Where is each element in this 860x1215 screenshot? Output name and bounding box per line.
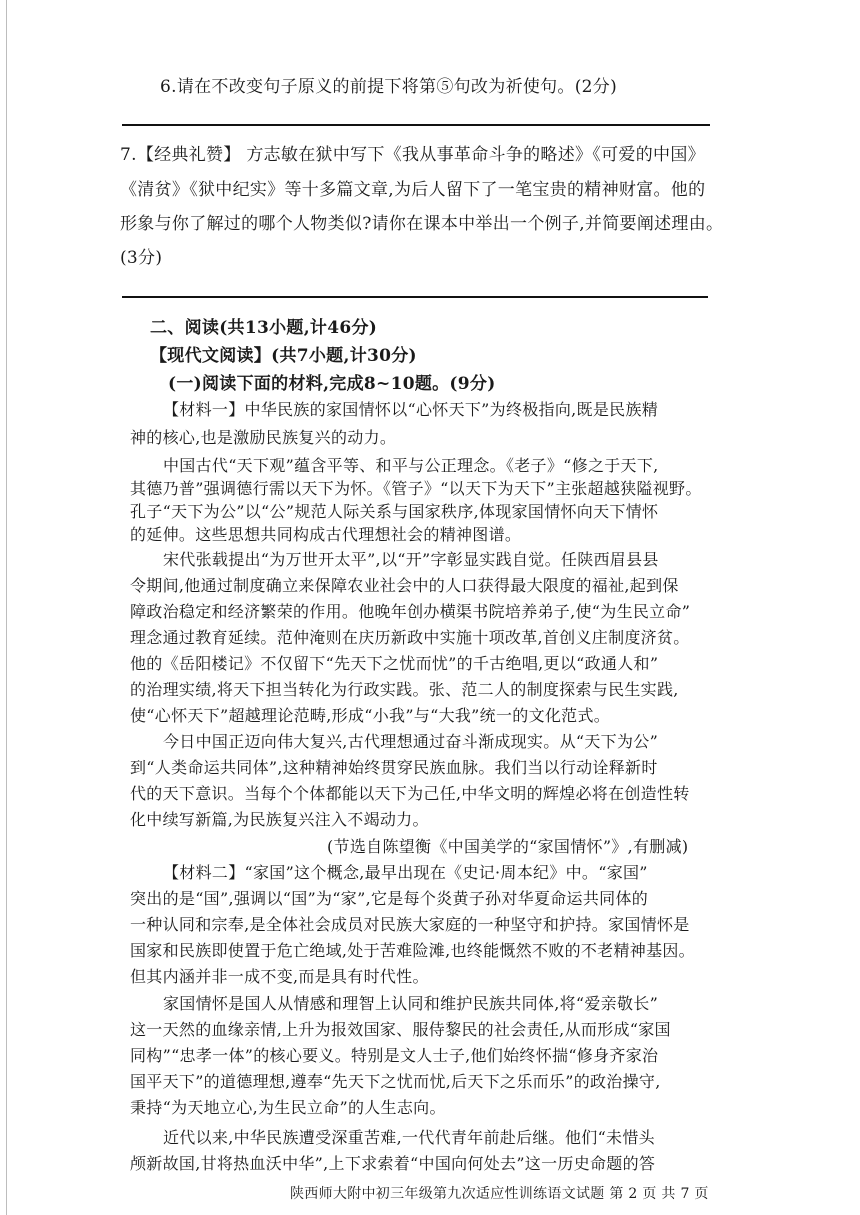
material1-line: 的延伸。这些思想共同构成古代理想社会的精神图谱。 bbox=[130, 525, 522, 544]
question-7-line-3: 形象与你了解过的哪个人物类似?请你在课本中举出一个例子,并简要阐述理由。 bbox=[120, 214, 724, 234]
material1-line: 中国古代“天下观”蕴含平等、和平与公正理念。《老子》“修之于天下, bbox=[163, 456, 659, 475]
material1-line: 孔子“天下为公”以“公”规范人际关系与国家秩序,体现家国情怀向天下情怀 bbox=[130, 502, 659, 521]
answer-line-q7 bbox=[122, 296, 708, 298]
question-7-line-2: 《清贫》《狱中纪实》等十多篇文章,为后人留下了一笔宝贵的精神财富。他的 bbox=[120, 180, 706, 200]
material1-line: 的治理实绩,将天下担当转化为行政实践。张、范二人的制度探索与民生实践, bbox=[130, 680, 679, 699]
material2-line: 但其内涵并非一成不变,而是具有时代性。 bbox=[130, 967, 429, 986]
material1-line: 化中续写新篇,为民族复兴注入不竭动力。 bbox=[130, 810, 429, 829]
material2-line: 同构”“忠孝一体”的核心要义。特别是文人士子,他们始终怀揣“修身齐家治 bbox=[130, 1046, 659, 1065]
part-title: (一)阅读下面的材料,完成8~10题。(9分) bbox=[168, 374, 496, 394]
question-6: 6.请在不改变句子原义的前提下将第⑤句改为祈使句。(2分) bbox=[160, 77, 617, 97]
question-7-line-1: 7.【经典礼赞】 方志敏在狱中写下《我从事革命斗争的略述》《可爱的中国》 bbox=[120, 145, 705, 165]
material1-line: 【材料一】中华民族的家国情怀以“心怀天下”为终极指向,既是民族精 bbox=[163, 400, 659, 419]
material2-line: 突出的是“国”,强调以“国”为“家”,它是每个炎黄子孙对华夏命运共同体的 bbox=[130, 889, 649, 908]
material1-source: (节选自陈望衡《中国美学的“家国情怀”》,有删减) bbox=[327, 837, 689, 856]
material2-line: 【材料二】“家国”这个概念,最早出现在《史记·周本纪》中。“家国” bbox=[163, 863, 648, 882]
section-title: 二、阅读(共13小题,计46分) bbox=[150, 318, 378, 338]
material1-line: 障政治稳定和经济繁荣的作用。他晚年创办横渠书院培养弟子,使“为生民立命” bbox=[130, 602, 691, 621]
material1-line: 代的天下意识。当每个个体都能以天下为己任,中华文明的辉煌必将在创造性转 bbox=[130, 784, 690, 803]
page-edge bbox=[6, 0, 7, 1215]
material1-line: 神的核心,也是激励民族复兴的动力。 bbox=[130, 428, 397, 447]
material1-line: 令期间,他通过制度确立来保障农业社会中的人口获得最大限度的福祉,起到保 bbox=[130, 576, 679, 595]
material1-line: 宋代张载提出“为万世开太平”,以“开”字彰显实践自觉。任陕西眉县县 bbox=[163, 550, 659, 569]
material1-line: 他的《岳阳楼记》不仅留下“先天下之忧而忧”的千古绝唱,更以“政通人和” bbox=[130, 654, 659, 673]
material2-line: 秉持“为天地立心,为生民立命”的人生志向。 bbox=[130, 1098, 446, 1117]
material1-line: 今日中国正迈向伟大复兴,古代理想通过奋斗渐成现实。从“天下为公” bbox=[163, 732, 659, 751]
material2-line: 一种认同和宗奉,是全体社会成员对民族大家庭的一种坚守和护持。家国情怀是 bbox=[130, 915, 690, 934]
material2-line: 国平天下”的道德理想,遵奉“先天下之忧而忧,后天下之乐而乐”的政治操守, bbox=[130, 1072, 661, 1091]
material1-line: 理念通过教育延续。范仲淹则在庆历新政中实施十项改革,首创义庄制度济贫。 bbox=[130, 628, 690, 647]
answer-line-q6 bbox=[122, 124, 710, 126]
material2-line: 国家和民族即使置于危亡绝域,处于苦难险滩,也终能慨然不败的不老精神基因。 bbox=[130, 941, 695, 960]
question-7-line-4: (3分) bbox=[120, 248, 163, 268]
material1-line: 到“人类命运共同体”,这种精神始终贯穿民族血脉。我们当以行动诠释新时 bbox=[130, 758, 658, 777]
material2-line: 近代以来,中华民族遭受深重苦难,一代代青年前赴后继。他们“未惜头 bbox=[163, 1128, 655, 1147]
material1-line: 使“心怀天下”超越理论范畴,形成“小我”与“大我”统一的文化范式。 bbox=[130, 706, 611, 725]
material2-line: 这一天然的血缘亲情,上升为报效国家、服侍黎民的社会责任,从而形成“家国 bbox=[130, 1020, 671, 1039]
page-footer: 陕西师大附中初三年级第九次适应性训练语文试题 第 2 页 共 7 页 bbox=[290, 1186, 709, 1202]
material2-line: 家国情怀是国人从情感和理智上认同和维护民族共同体,将“爱亲敬长” bbox=[163, 994, 659, 1013]
material2-line: 颅新故国,甘将热血沃中华”,上下求索着“中国向何处去”这一历史命题的答 bbox=[130, 1154, 656, 1173]
material1-line: 其德乃普”强调德行需以天下为怀。《管子》“以天下为天下”主张超越狭隘视野。 bbox=[130, 479, 702, 498]
subsection-title: 【现代文阅读】(共7小题,计30分) bbox=[150, 346, 417, 366]
